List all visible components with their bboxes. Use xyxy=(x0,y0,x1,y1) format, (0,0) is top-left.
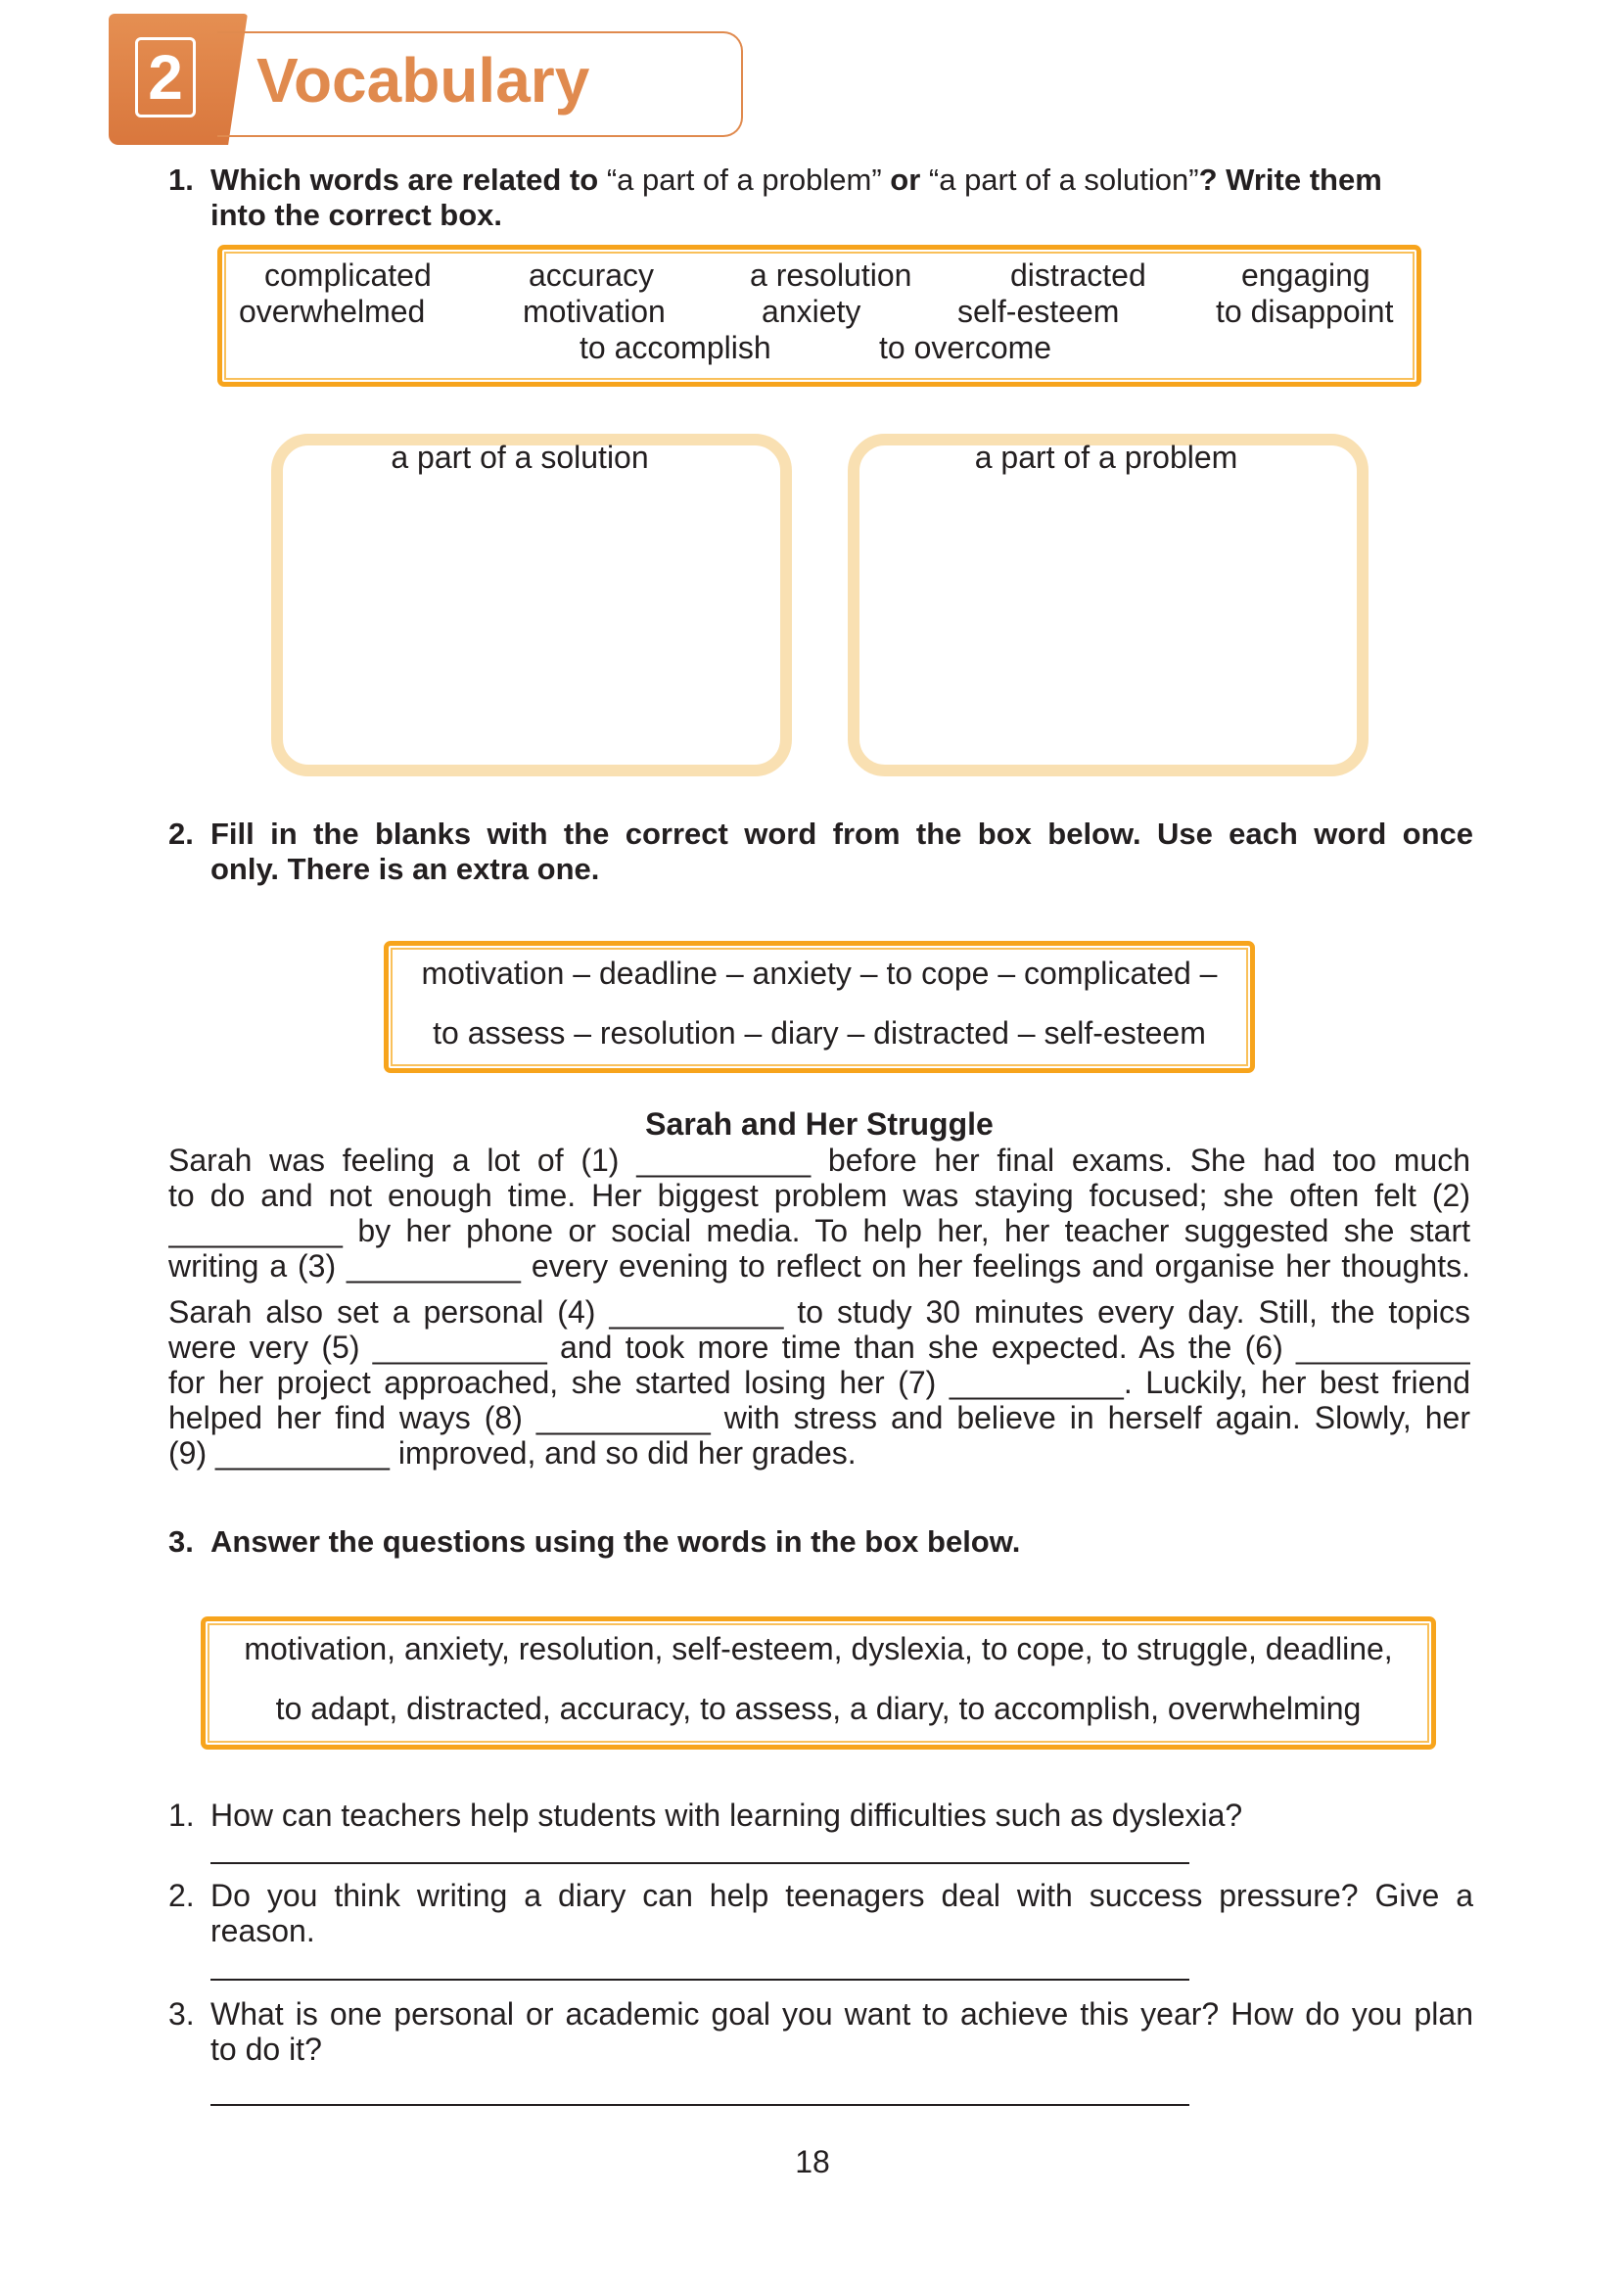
answer-line-1[interactable] xyxy=(210,1862,1189,1864)
word-bank-item: complicated xyxy=(264,257,432,293)
story-line: writing a (3) __________ every evening to reflect on her feelings and organise her thoughts. xyxy=(168,1248,1470,1284)
q3-question-1-number: 1. xyxy=(168,1798,195,1833)
word-bank-item: to accomplish xyxy=(580,330,771,365)
q3-question-2-cont: reason. xyxy=(210,1913,315,1948)
q3-question-3: What is one personal or academic goal you want to achieve this year? How do you plan xyxy=(210,1996,1473,2032)
section-number: 2 xyxy=(135,37,196,117)
q2-word-box-line2: to assess – resolution – diary – distracted – self-esteem xyxy=(433,1015,1206,1051)
q3-number: 3. xyxy=(168,1524,194,1559)
q3-word-box-line1: motivation, anxiety, resolution, self-esteem, dyslexia, to cope, to struggle, deadline, xyxy=(244,1631,1393,1666)
q1-instruction xyxy=(210,163,1473,198)
story-line: __________ by her phone or social media. To help her, her teacher suggested she start xyxy=(168,1213,1470,1248)
story-paragraph-1 xyxy=(168,1143,1470,1284)
word-bank-item: accuracy xyxy=(529,257,655,293)
solution-box-label: a part of a solution xyxy=(391,440,649,475)
story-line: for her project approached, she started losing her (7) __________. Luckily, her best friend xyxy=(168,1365,1470,1400)
q3-question-3-number: 3. xyxy=(168,1996,195,2032)
q1-instruction-part: “a part of a problem” xyxy=(598,163,891,197)
q2-number: 2. xyxy=(168,817,194,851)
word-bank-item: motivation xyxy=(523,294,666,329)
q3-instruction: Answer the questions using the words in the box below. xyxy=(210,1524,1021,1559)
q1-instruction-part: Which words are related to xyxy=(210,163,599,197)
q3-question-2: Do you think writing a diary can help teenagers deal with success pressure? Give a xyxy=(210,1878,1473,1913)
q1-instruction-part: ? Write them xyxy=(1198,163,1382,197)
story-line: (9) __________ improved, and so did her grades. xyxy=(168,1435,857,1471)
q3-question-3-cont: to do it? xyxy=(210,2032,322,2067)
word-bank-item: distracted xyxy=(1010,257,1146,293)
q1-instruction-part: “a part of a solution” xyxy=(920,163,1199,197)
story-title: Sarah and Her Struggle xyxy=(645,1106,994,1142)
q2-word-box-line1: motivation – deadline – anxiety – to cope – complicated – xyxy=(421,956,1218,991)
word-bank-item: overwhelmed xyxy=(239,294,426,329)
problem-box[interactable] xyxy=(848,434,1369,776)
solution-box[interactable] xyxy=(271,434,792,776)
q3-word-box-line2: to adapt, distracted, accuracy, to assess, a diary, to accomplish, overwhelming xyxy=(275,1691,1362,1726)
word-bank-item: a resolution xyxy=(750,257,912,293)
q1-instruction-line2: into the correct box. xyxy=(210,198,502,232)
story-line: Sarah was feeling a lot of (1) __________ before her final exams. She had too much xyxy=(168,1143,1470,1178)
answer-line-3[interactable] xyxy=(210,2104,1189,2106)
q3-question-1: How can teachers help students with learning difficulties such as dyslexia? xyxy=(210,1798,1243,1833)
story-line: to do and not enough time. Her biggest problem was staying focused; she often felt (2) xyxy=(168,1178,1470,1213)
page-number: 18 xyxy=(795,2144,830,2179)
word-bank-item: to disappoint xyxy=(1216,294,1394,329)
problem-box-label: a part of a problem xyxy=(974,440,1238,475)
story-paragraph-2 xyxy=(168,1294,1470,1471)
answer-line-2[interactable] xyxy=(210,1979,1189,1981)
q1-number: 1. xyxy=(168,163,194,197)
story-line: Sarah also set a personal (4) __________ to study 30 minutes every day. Still, the topics xyxy=(168,1294,1470,1330)
story-line: were very (5) __________ and took more time than she expected. As the (6) __________ xyxy=(168,1330,1470,1365)
q2-instruction-line2: only. There is an extra one. xyxy=(210,852,600,886)
page-title: Vocabulary xyxy=(256,45,590,116)
word-bank-item: self-esteem xyxy=(957,294,1120,329)
q3-question-2-number: 2. xyxy=(168,1878,195,1913)
story-line: helped her find ways (8) __________ with stress and believe in herself again. Slowly, her xyxy=(168,1400,1470,1435)
word-bank-item: to overcome xyxy=(879,330,1052,365)
word-bank-item: engaging xyxy=(1241,257,1370,293)
q2-instruction-line1: Fill in the blanks with the correct word from the box below. Use each word once xyxy=(210,817,1473,851)
word-bank-item: anxiety xyxy=(762,294,861,329)
q1-instruction-part: or xyxy=(890,163,921,197)
